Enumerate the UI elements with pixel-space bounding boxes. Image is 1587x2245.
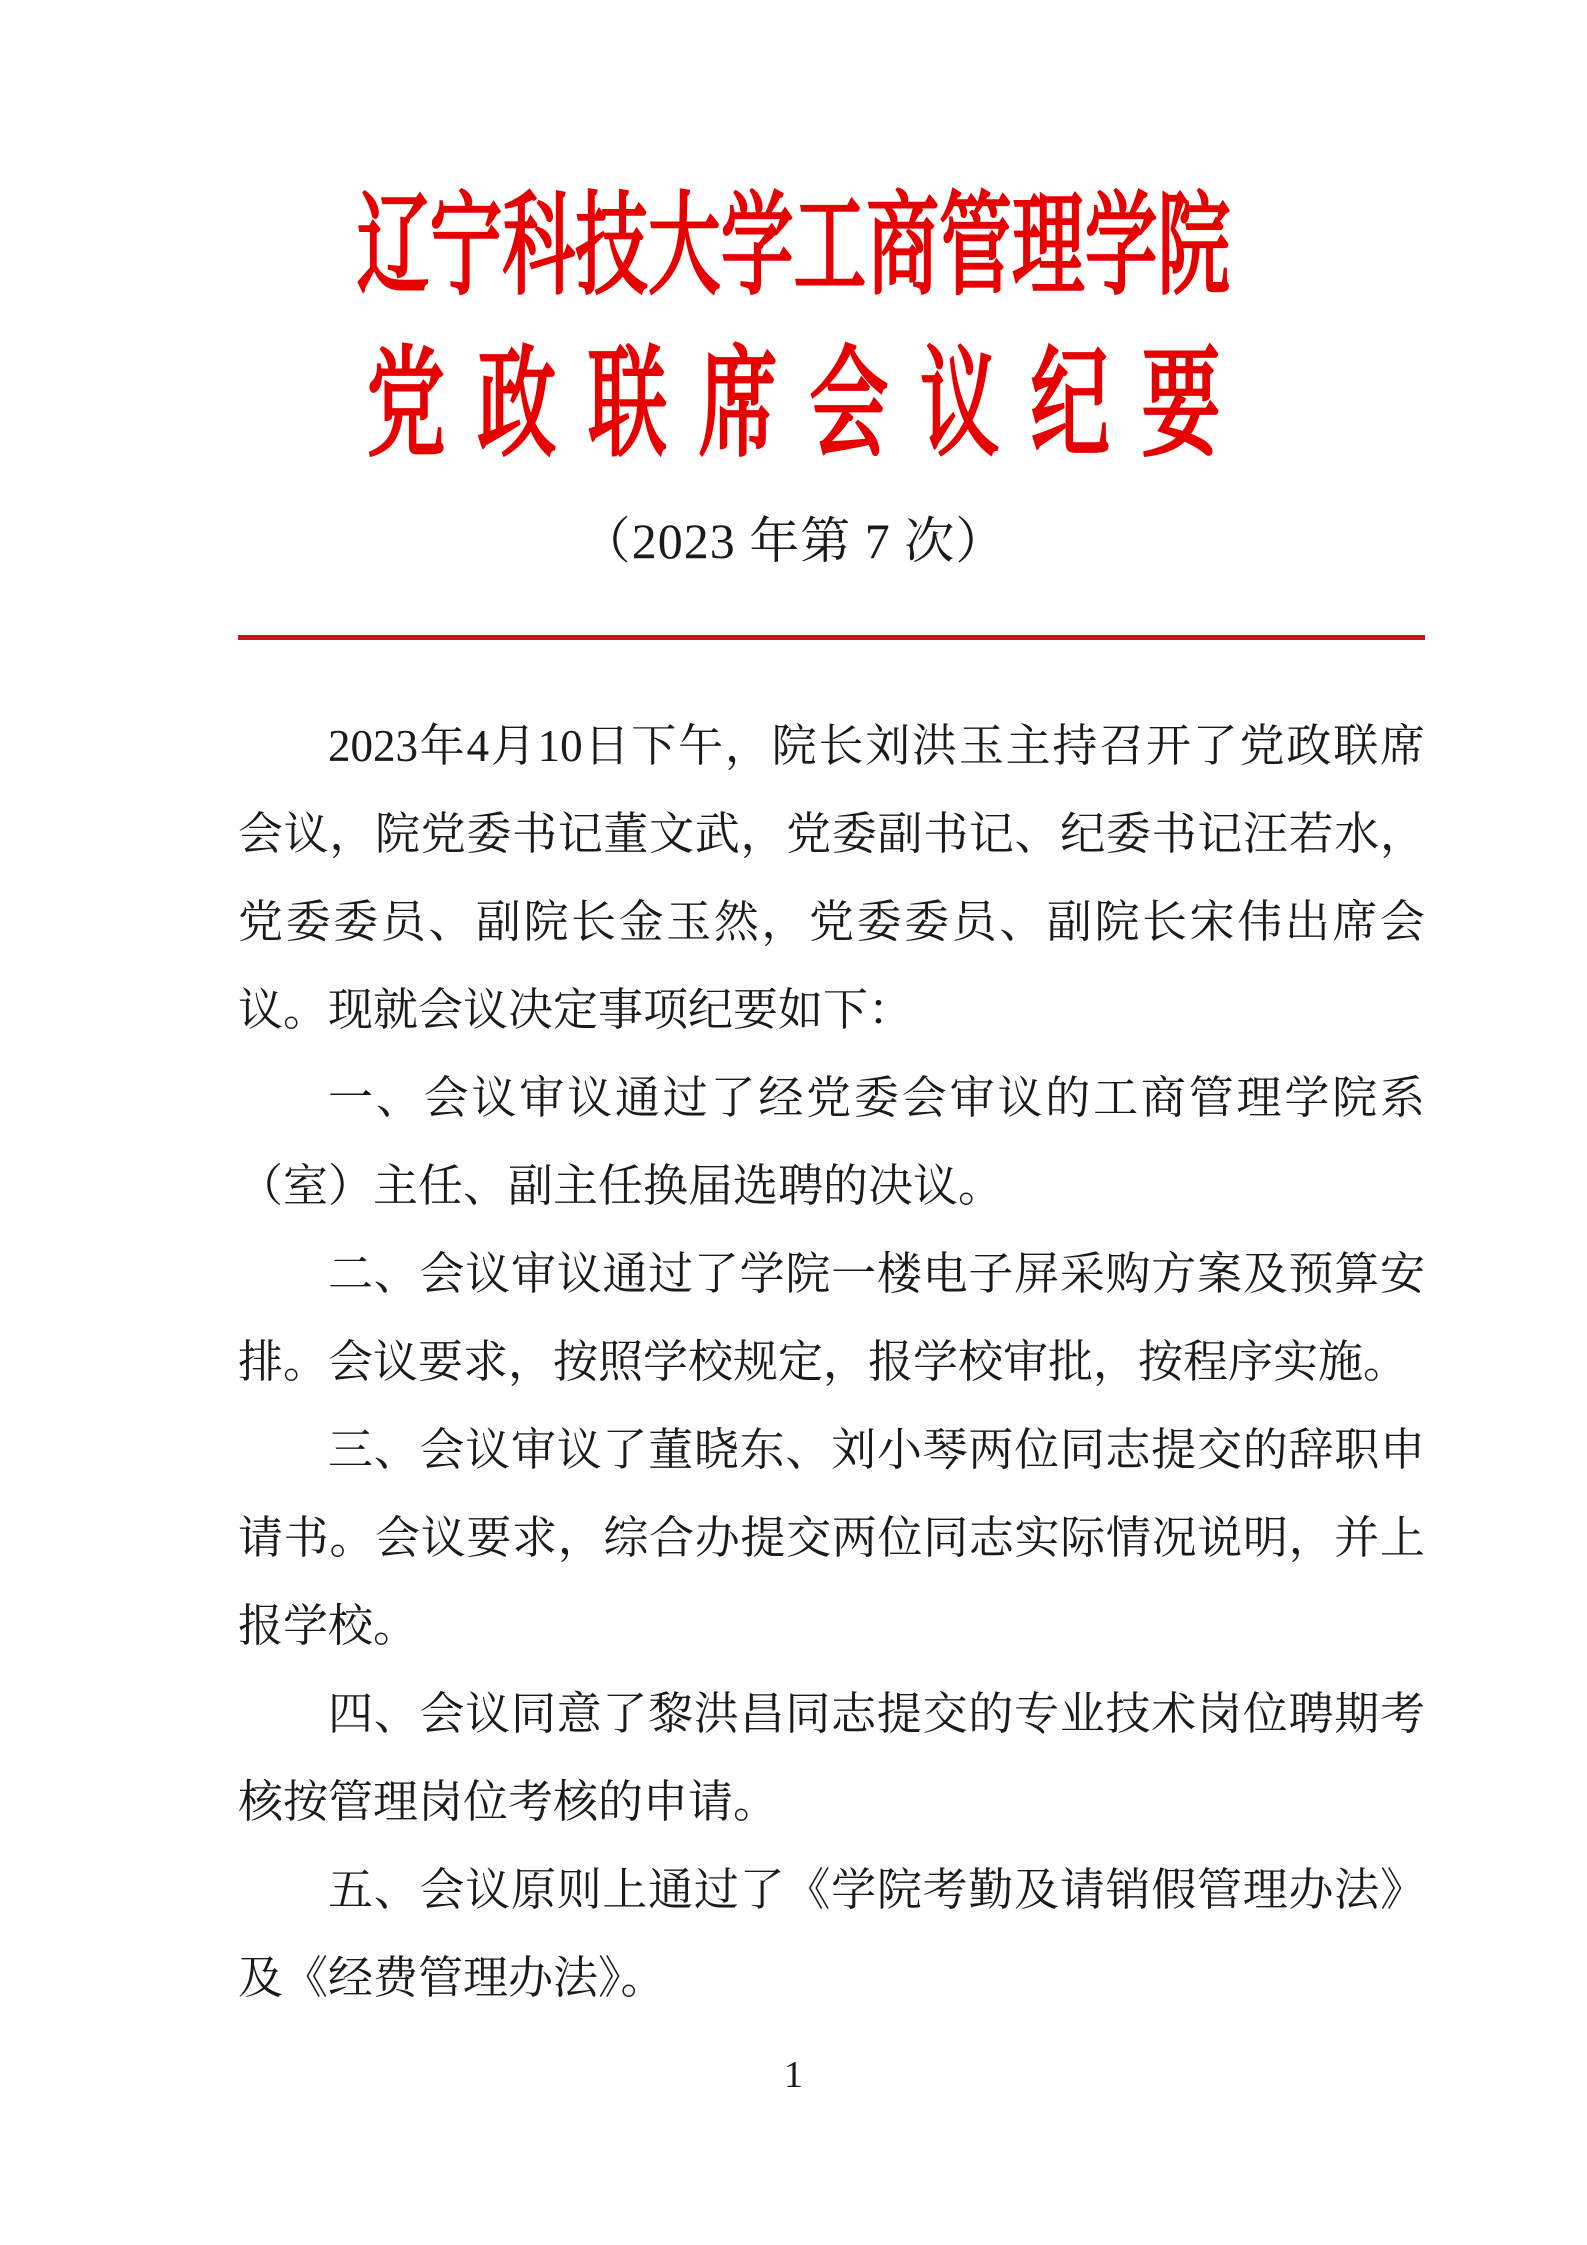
body-paragraph: 一、会议审议通过了经党委会审议的工商管理学院系（室）主任、副主任换届选聘的决议。 xyxy=(238,1073,1425,1211)
body-paragraph: 五、会议原则上通过了《学院考勤及请销假管理办法》及《经费管理办法》。 xyxy=(238,1865,1425,2003)
body-paragraph: 四、会议同意了黎洪昌同志提交的专业技术岗位聘期考核按管理岗位考核的申请。 xyxy=(238,1689,1425,1827)
organization-title: 辽宁科技大学工商管理学院 xyxy=(356,183,1231,308)
red-divider-rule xyxy=(238,635,1425,640)
document-header xyxy=(0,0,1587,569)
document-body xyxy=(238,702,1425,2022)
body-paragraph: 二、会议审议通过了学院一楼电子屏采购方案及预算安排。会议要求，按照学校规定，报学校审批，按程序实施。 xyxy=(238,1249,1425,1387)
body-paragraph: 三、会议审议了董晓东、刘小琴两位同志提交的辞职申请书。会议要求，综合办提交两位同志实际情况说明，并上报学校。 xyxy=(238,1425,1425,1651)
document-title: 党 政 联 席 会 议 纪 要 xyxy=(366,337,1226,471)
session-number-label: （2023 年第 7 次） xyxy=(580,513,1007,569)
body-paragraph: 2023年4月10日下午，院长刘洪玉主持召开了党政联席会议，院党委书记董文武，党委副书记、纪委书记汪若水，党委委员、副院长金玉然，党委委员、副院长宋伟出席会议。现就会议决定事项纪要如下： xyxy=(238,721,1425,1035)
page-number: 1 xyxy=(784,2054,803,2096)
